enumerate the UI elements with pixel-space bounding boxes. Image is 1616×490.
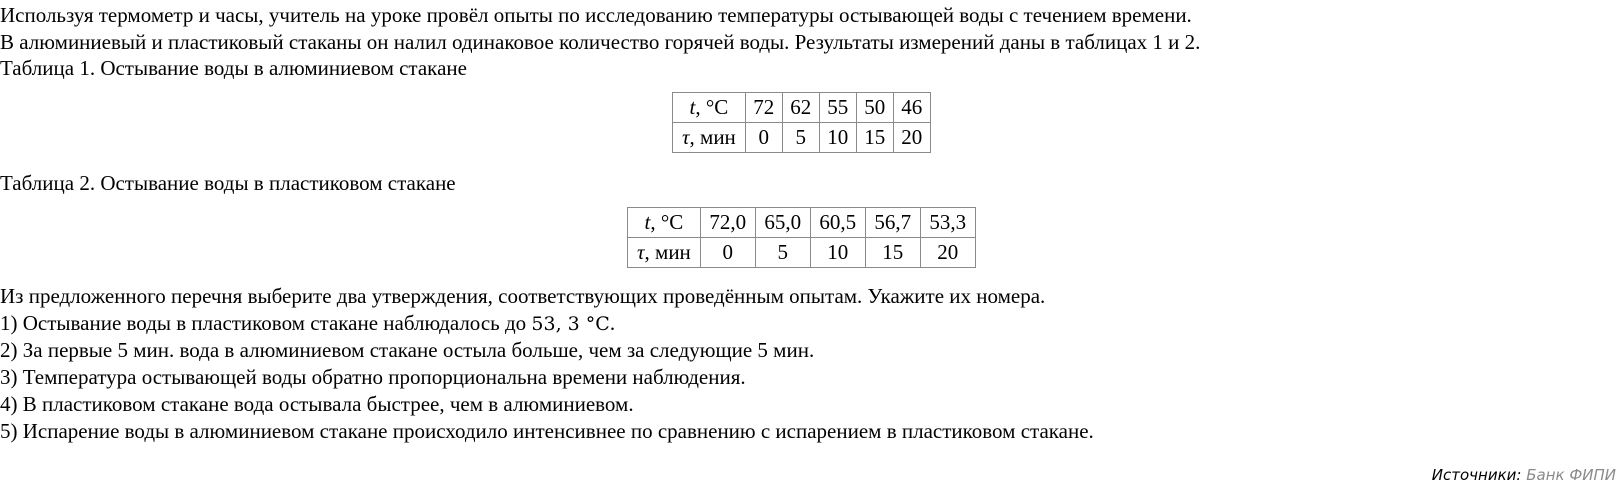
option-1: 1) Остывание воды в пластиковом стакане наблюдалось до 53, 3 °C.: [0, 311, 616, 335]
table2-time-cell: 20: [920, 238, 975, 268]
table2-time-cell: 10: [810, 238, 865, 268]
table1-aluminium-cooling: [672, 92, 931, 153]
table2-row-time: [628, 238, 976, 268]
table1-temp-cell: 50: [856, 93, 893, 123]
table1-temp-cell: 62: [782, 93, 819, 123]
option-2: 2) За первые 5 мин. вода в алюминиевом стакане остыла больше, чем за следующие 5 мин.: [0, 338, 815, 362]
source-link[interactable]: Банк ФИПИ: [1521, 466, 1616, 484]
table2-temp-header: t, °C: [628, 208, 701, 238]
table2-time-cell: 15: [865, 238, 920, 268]
table1-caption: Таблица 1. Остывание воды в алюминиевом стакане: [0, 56, 467, 80]
table2-time-header: τ, мин: [628, 238, 701, 268]
table2-time-cell: 5: [755, 238, 810, 268]
option-5: 5) Испарение воды в алюминиевом стакане происходило интенсивнее по сравнению с испарением в пластиковом стакане.: [0, 419, 1094, 443]
table2-caption: Таблица 2. Остывание воды в пластиковом стакане: [0, 171, 456, 195]
source-label: Источники:: [1431, 466, 1522, 484]
table1-time-header: τ, мин: [673, 123, 746, 153]
table2-temp-cell: 56,7: [865, 208, 920, 238]
source-attribution: [1432, 466, 1616, 484]
table2-temp-cell: 65,0: [755, 208, 810, 238]
option-4: 4) В пластиковом стакане вода остывала быстрее, чем в алюминиевом.: [0, 392, 634, 416]
table2-plastic-cooling: [627, 207, 976, 268]
option-1-math: 53, 3 °C: [531, 313, 610, 335]
table2-time-cell: 0: [700, 238, 755, 268]
table2-temp-cell: 53,3: [920, 208, 975, 238]
table2-row-temperature: [628, 208, 976, 238]
table1-time-cell: 10: [819, 123, 856, 153]
table1-temp-header: t, °C: [673, 93, 746, 123]
table1-temp-cell: 72: [745, 93, 782, 123]
question-prompt: Из предложенного перечня выберите два утверждения, соответствующих проведённым опытам. Укажите их номера.: [0, 284, 1046, 308]
table1-temp-cell: 55: [819, 93, 856, 123]
table2-temp-cell: 60,5: [810, 208, 865, 238]
intro-line-1: Используя термометр и часы, учитель на уроке провёл опыты по исследованию температуры остывающей воды с течением времени.: [0, 3, 1192, 27]
table1-time-cell: 20: [893, 123, 930, 153]
table1-time-cell: 0: [745, 123, 782, 153]
option-3: 3) Температура остывающей воды обратно пропорциональна времени наблюдения.: [0, 365, 746, 389]
table1-temp-cell: 46: [893, 93, 930, 123]
table2-temp-cell: 72,0: [700, 208, 755, 238]
intro-line-2: В алюминиевый и пластиковый стаканы он налил одинаковое количество горячей воды. Результаты измерений даны в таблицах 1 и 2.: [0, 30, 1201, 54]
table1-row-temperature: [673, 93, 931, 123]
table1-time-cell: 5: [782, 123, 819, 153]
table1-row-time: [673, 123, 931, 153]
table1-time-cell: 15: [856, 123, 893, 153]
